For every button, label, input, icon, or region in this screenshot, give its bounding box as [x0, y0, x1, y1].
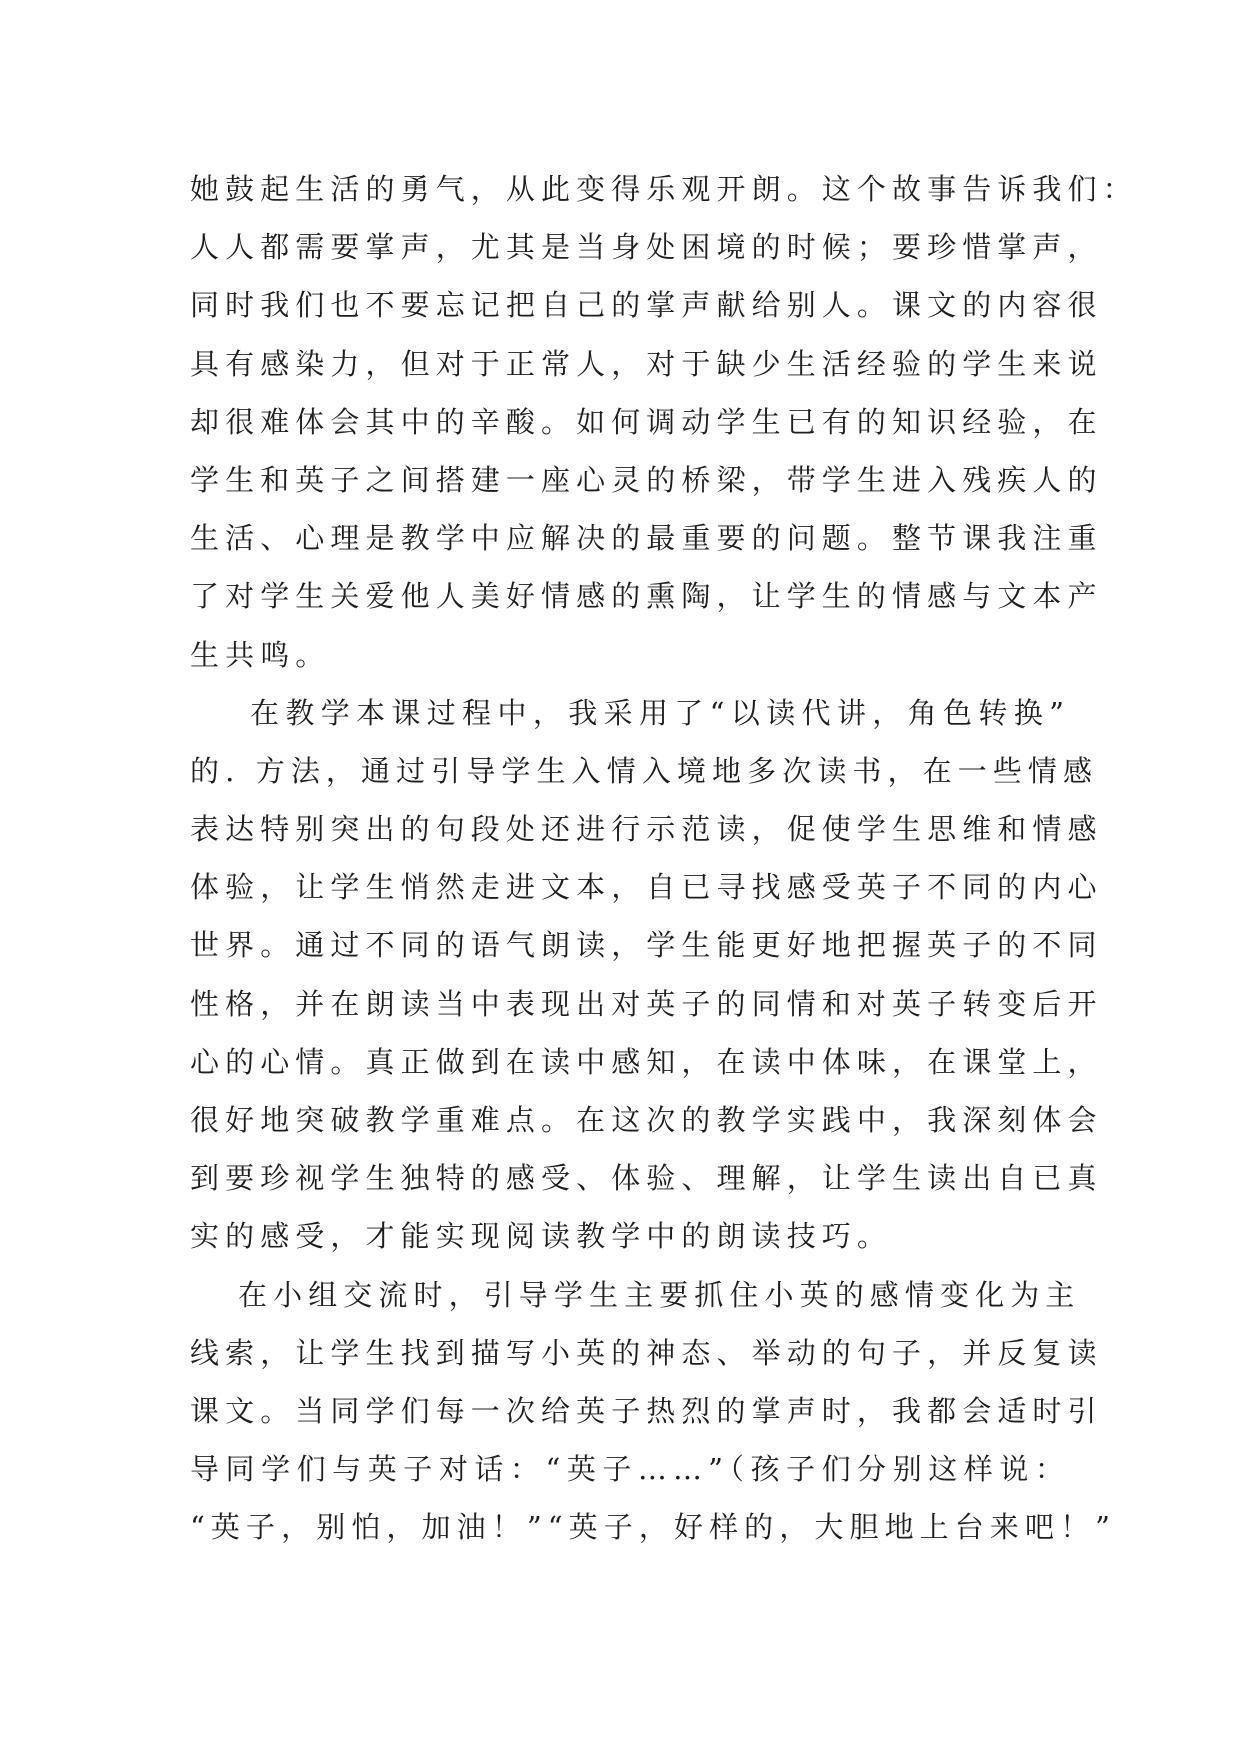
paragraph-first-line: 在教学本课过程中，我采用了“以读代讲，角色转换”: [250, 695, 1070, 730]
text-line: 实的感受，才能实现阅读教学中的朗读技巧。: [190, 1219, 893, 1254]
text-line: 性格，并在朗读当中表现出对英子的同情和对英子转变后开: [190, 986, 1103, 1021]
text-line: 学生和英子之间搭建一座心灵的桥梁，带学生进入残疾人的: [190, 462, 1103, 497]
text-line: 她鼓起生活的勇气，从此变得乐观开朗。这个故事告诉我们：: [190, 172, 1138, 206]
text-line: 课文。当同学们每一次给英子热烈的掌声时，我都会适时引: [190, 1393, 1103, 1428]
text-line: 却很难体会其中的辛酸。如何调动学生已有的知识经验，在: [190, 404, 1103, 439]
paragraph-first-line: 在小组交流时，引导学生主要抓住小英的感情变化为主: [238, 1277, 1081, 1312]
text-line: 世界。通过不同的语气朗读，学生能更好地把握英子的不同: [190, 928, 1103, 963]
text-line: 的. 方法，通过引导学生入情入境地多次读书，在一些情感: [190, 753, 1099, 788]
text-line: “英子，别怕，加油！”“英子，好样的，大胆地上台来吧！”: [190, 1510, 1117, 1545]
body-text: [190, 160, 1138, 1557]
text-line: 了对学生关爱他人美好情感的熏陶，让学生的情感与文本产: [190, 579, 1103, 614]
text-line: 人人都需要掌声，尤其是当身处困境的时候；要珍惜掌声，: [190, 230, 1103, 265]
text-line: 具有感染力，但对于正常人，对于缺少生活经验的学生来说: [190, 346, 1103, 381]
text-line: 体验，让学生悄然走进文本，自已寻找感受英子不同的内心: [190, 870, 1103, 905]
text-line: 表达特别突出的句段处还进行示范读，促使学生思维和情感: [190, 812, 1103, 847]
text-line: 到要珍视学生独特的感受、体验、理解，让学生读出自已真: [190, 1161, 1103, 1196]
text-line: 心的心情。真正做到在读中感知，在读中体味，在课堂上，: [190, 1044, 1103, 1079]
text-line: 导同学们与英子对话：“英子……”（孩子们分别这样说：: [190, 1452, 1070, 1487]
text-line: 生共鸣。: [190, 637, 331, 672]
text-line: 很好地突破教学重难点。在这次的教学实践中，我深刻体会: [190, 1103, 1103, 1137]
text-line: 线索，让学生找到描写小英的神态、举动的句子，并反复读: [190, 1335, 1103, 1370]
text-line: 同时我们也不要忘记把自己的掌声献给别人。课文的内容很: [190, 288, 1103, 323]
text-line: 生活、心理是教学中应解决的最重要的问题。整节课我注重: [190, 521, 1103, 556]
